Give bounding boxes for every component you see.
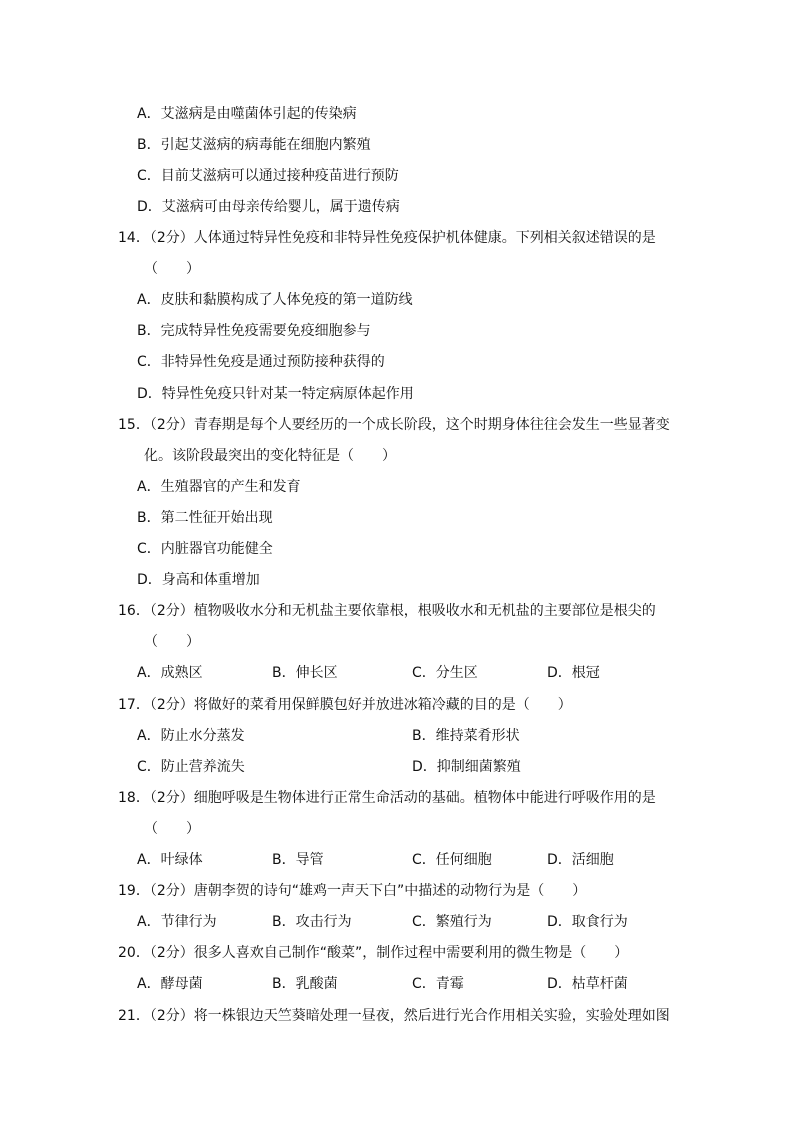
q13-option-b: B．引起艾滋病的病毒能在细胞内繁殖 xyxy=(137,137,371,153)
q14-option-d: D．特异性免疫只针对某一特定病原体起作用 xyxy=(137,386,414,402)
q14-answer-paren: （ ） xyxy=(144,261,200,277)
q18-option-c: C．任何细胞 xyxy=(412,852,492,868)
q20-option-c: C．青霉 xyxy=(412,976,464,992)
q15-stem-line2: 化。该阶段最突出的变化特征是（ ） xyxy=(144,448,396,464)
q17-option-b: B．维持菜肴形状 xyxy=(412,728,520,744)
q18-option-b: B．导管 xyxy=(272,852,324,868)
q13-option-c: C．目前艾滋病可以通过接种疫苗进行预防 xyxy=(137,168,399,184)
q17-stem: 17．（2分）将做好的菜肴用保鲜膜包好并放进冰箱冷藏的目的是（ ） xyxy=(118,697,572,713)
q20-option-d: D．枯草杆菌 xyxy=(547,976,628,992)
q15-option-b: B．第二性征开始出现 xyxy=(137,510,273,526)
q15-option-d: D．身高和体重增加 xyxy=(137,572,260,588)
q17-option-c: C．防止营养流失 xyxy=(137,759,245,775)
q16-option-b: B．伸长区 xyxy=(272,665,338,681)
q19-option-b: B．攻击行为 xyxy=(272,914,352,930)
q20-option-a: A．酵母菌 xyxy=(137,976,203,992)
q14-option-a: A．皮肤和黏膜构成了人体免疫的第一道防线 xyxy=(137,292,413,308)
q14-option-c: C．非特异性免疫是通过预防接种获得的 xyxy=(137,354,385,370)
q16-option-c: C．分生区 xyxy=(412,665,478,681)
q15-stem-line1: 15．（2分）青春期是每个人要经历的一个成长阶段，这个时期身体往往会发生一些显著变 xyxy=(118,417,670,433)
q14-option-b: B．完成特异性免疫需要免疫细胞参与 xyxy=(137,323,371,339)
q13-option-d: D．艾滋病可由母亲传给婴儿，属于遗传病 xyxy=(137,199,400,215)
q16-option-a: A．成熟区 xyxy=(137,665,203,681)
q19-option-a: A．节律行为 xyxy=(137,914,217,930)
q17-option-d: D．抑制细菌繁殖 xyxy=(412,759,521,775)
q19-stem: 19．（2分）唐朝李贺的诗句“雄鸡一声天下白”中描述的动物行为是（ ） xyxy=(118,883,587,899)
q19-option-c: C．繁殖行为 xyxy=(412,914,492,930)
q15-option-a: A．生殖器官的产生和发育 xyxy=(137,479,301,495)
q14-stem: 14．（2分）人体通过特异性免疫和非特异性免疫保护机体健康。下列相关叙述错误的是 xyxy=(118,230,656,246)
q17-option-a: A．防止水分蒸发 xyxy=(137,728,245,744)
q18-option-d: D．活细胞 xyxy=(547,852,614,868)
q20-option-b: B．乳酸菌 xyxy=(272,976,338,992)
q18-stem: 18．（2分）细胞呼吸是生物体进行正常生命活动的基础。植物体中能进行呼吸作用的是 xyxy=(118,790,656,806)
q18-option-a: A．叶绿体 xyxy=(137,852,203,868)
q15-option-c: C．内脏器官功能健全 xyxy=(137,541,273,557)
q16-stem: 16．（2分）植物吸收水分和无机盐主要依靠根，根吸收水和无机盐的主要部位是根尖的 xyxy=(118,603,656,619)
q13-option-a: A．艾滋病是由噬菌体引起的传染病 xyxy=(137,106,357,122)
q16-option-d: D．根冠 xyxy=(547,665,600,681)
q21-stem: 21．（2分）将一株银边天竺葵暗处理一昼夜，然后进行光合作用相关实验，实验处理如图 xyxy=(118,1008,670,1024)
q18-answer-paren: （ ） xyxy=(144,821,200,837)
q19-option-d: D．取食行为 xyxy=(547,914,628,930)
q20-stem: 20．（2分）很多人喜欢自己制作“酸菜”，制作过程中需要利用的微生物是（ ） xyxy=(118,945,629,961)
q16-answer-paren: （ ） xyxy=(144,634,200,650)
